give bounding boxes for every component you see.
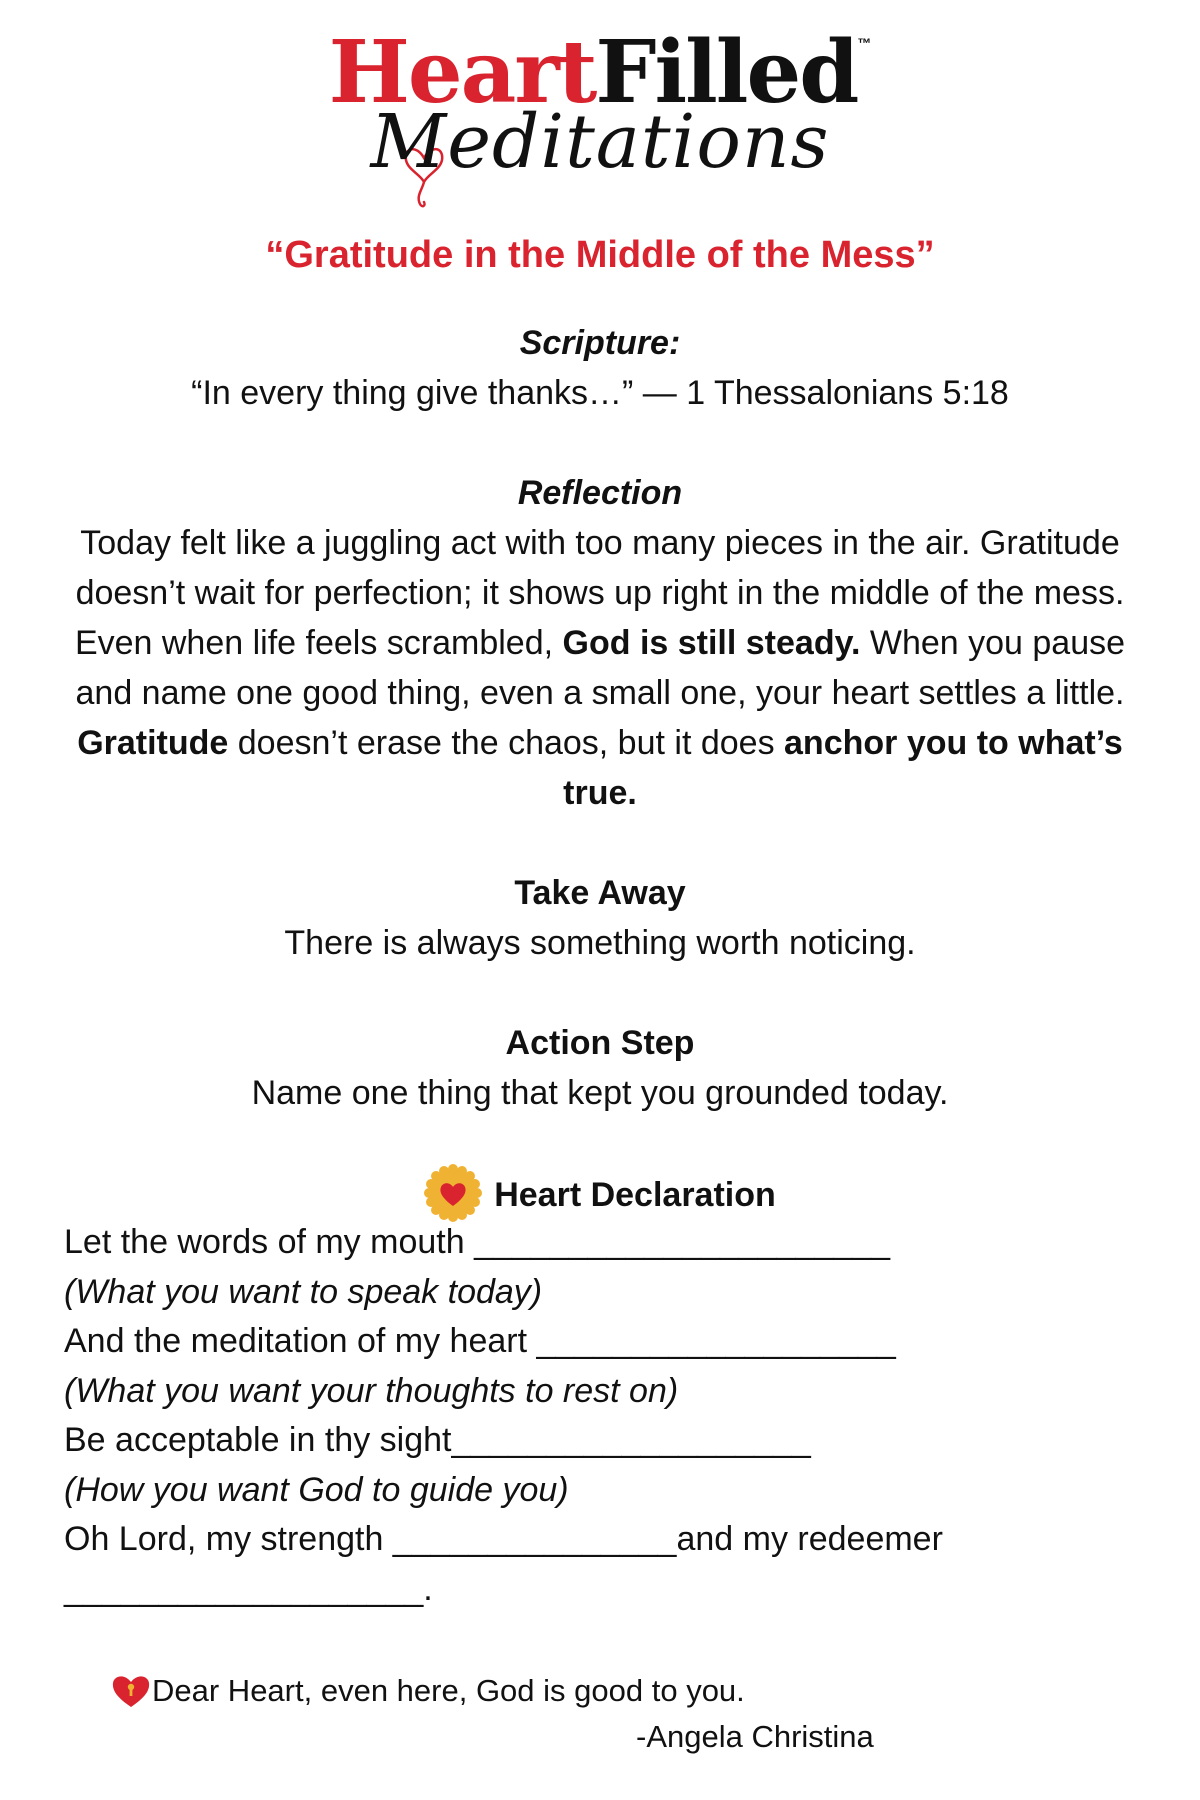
signature: -Angela Christina: [636, 1719, 874, 1754]
logo-filled-word: Filled: [595, 22, 858, 123]
declaration-line-heart: And the meditation of my heart ___________________: [64, 1322, 896, 1360]
declaration-line-mouth: Let the words of my mouth ______________________: [64, 1223, 891, 1261]
declaration-line-strength: Oh Lord, my strength _______________and my redeemer: [64, 1520, 943, 1558]
declaration-hint-speak: (What you want to speak today): [64, 1272, 543, 1311]
reflection-bold-3: anchor you to what’s true.: [563, 724, 1123, 812]
closing-text: Dear Heart, even here, God is good to you.: [152, 1673, 745, 1708]
takeaway-text: There is always something worth noticing.: [284, 924, 916, 962]
reflection-bold-2: Gratitude: [77, 724, 229, 762]
declaration-heading: Heart Declaration: [494, 1175, 776, 1214]
reflection-section: [60, 468, 1140, 818]
brand-logo: [0, 20, 1200, 210]
takeaway-section: [60, 868, 1140, 968]
scripture-heading: Scripture:: [519, 324, 681, 362]
declaration-line-redeemer: ___________________.: [64, 1569, 433, 1608]
action-text: Name one thing that kept you grounded today.: [251, 1074, 949, 1112]
logo-script-word: Meditations: [370, 99, 830, 185]
logo-trademark: ™: [857, 35, 872, 51]
reflection-text-part-1: Today felt like a juggling act with too many pieces in the air. Gratitude doesn’t wait for perfection; it shows up right in the middle of the mess. Even when life feels scrambled,: [74, 524, 1125, 662]
declaration-lines: [64, 1218, 1144, 1614]
reflection-text-part-3: doesn’t erase the chaos, but it does: [228, 724, 785, 762]
scripture-section: [60, 318, 1140, 418]
reflection-text-part-2: When you pause and name one good thing, even a small one, your heart settles a little.: [75, 624, 1126, 712]
scripture-text: “In every thing give thanks…” — 1 Thessalonians 5:18: [191, 374, 1009, 412]
declaration-hint-guide: (How you want God to guide you): [64, 1470, 569, 1509]
reflection-heading: Reflection: [517, 474, 683, 512]
takeaway-heading: Take Away: [514, 874, 686, 912]
action-heading: Action Step: [505, 1024, 695, 1062]
logo-heart-word: Heart: [328, 22, 596, 123]
action-section: [60, 1018, 1140, 1118]
heart-lock-icon: [110, 1670, 152, 1710]
reflection-text: [60, 518, 1140, 818]
page-title: “Gratitude in the Middle of the Mess”: [265, 234, 935, 276]
closing-message: [110, 1668, 745, 1714]
heart-badge-icon: [424, 1164, 482, 1222]
declaration-line-sight: Be acceptable in thy sight___________________: [64, 1421, 811, 1459]
reflection-bold-1: God is still steady.: [562, 624, 861, 662]
declaration-hint-thoughts: (What you want your thoughts to rest on): [64, 1371, 679, 1410]
